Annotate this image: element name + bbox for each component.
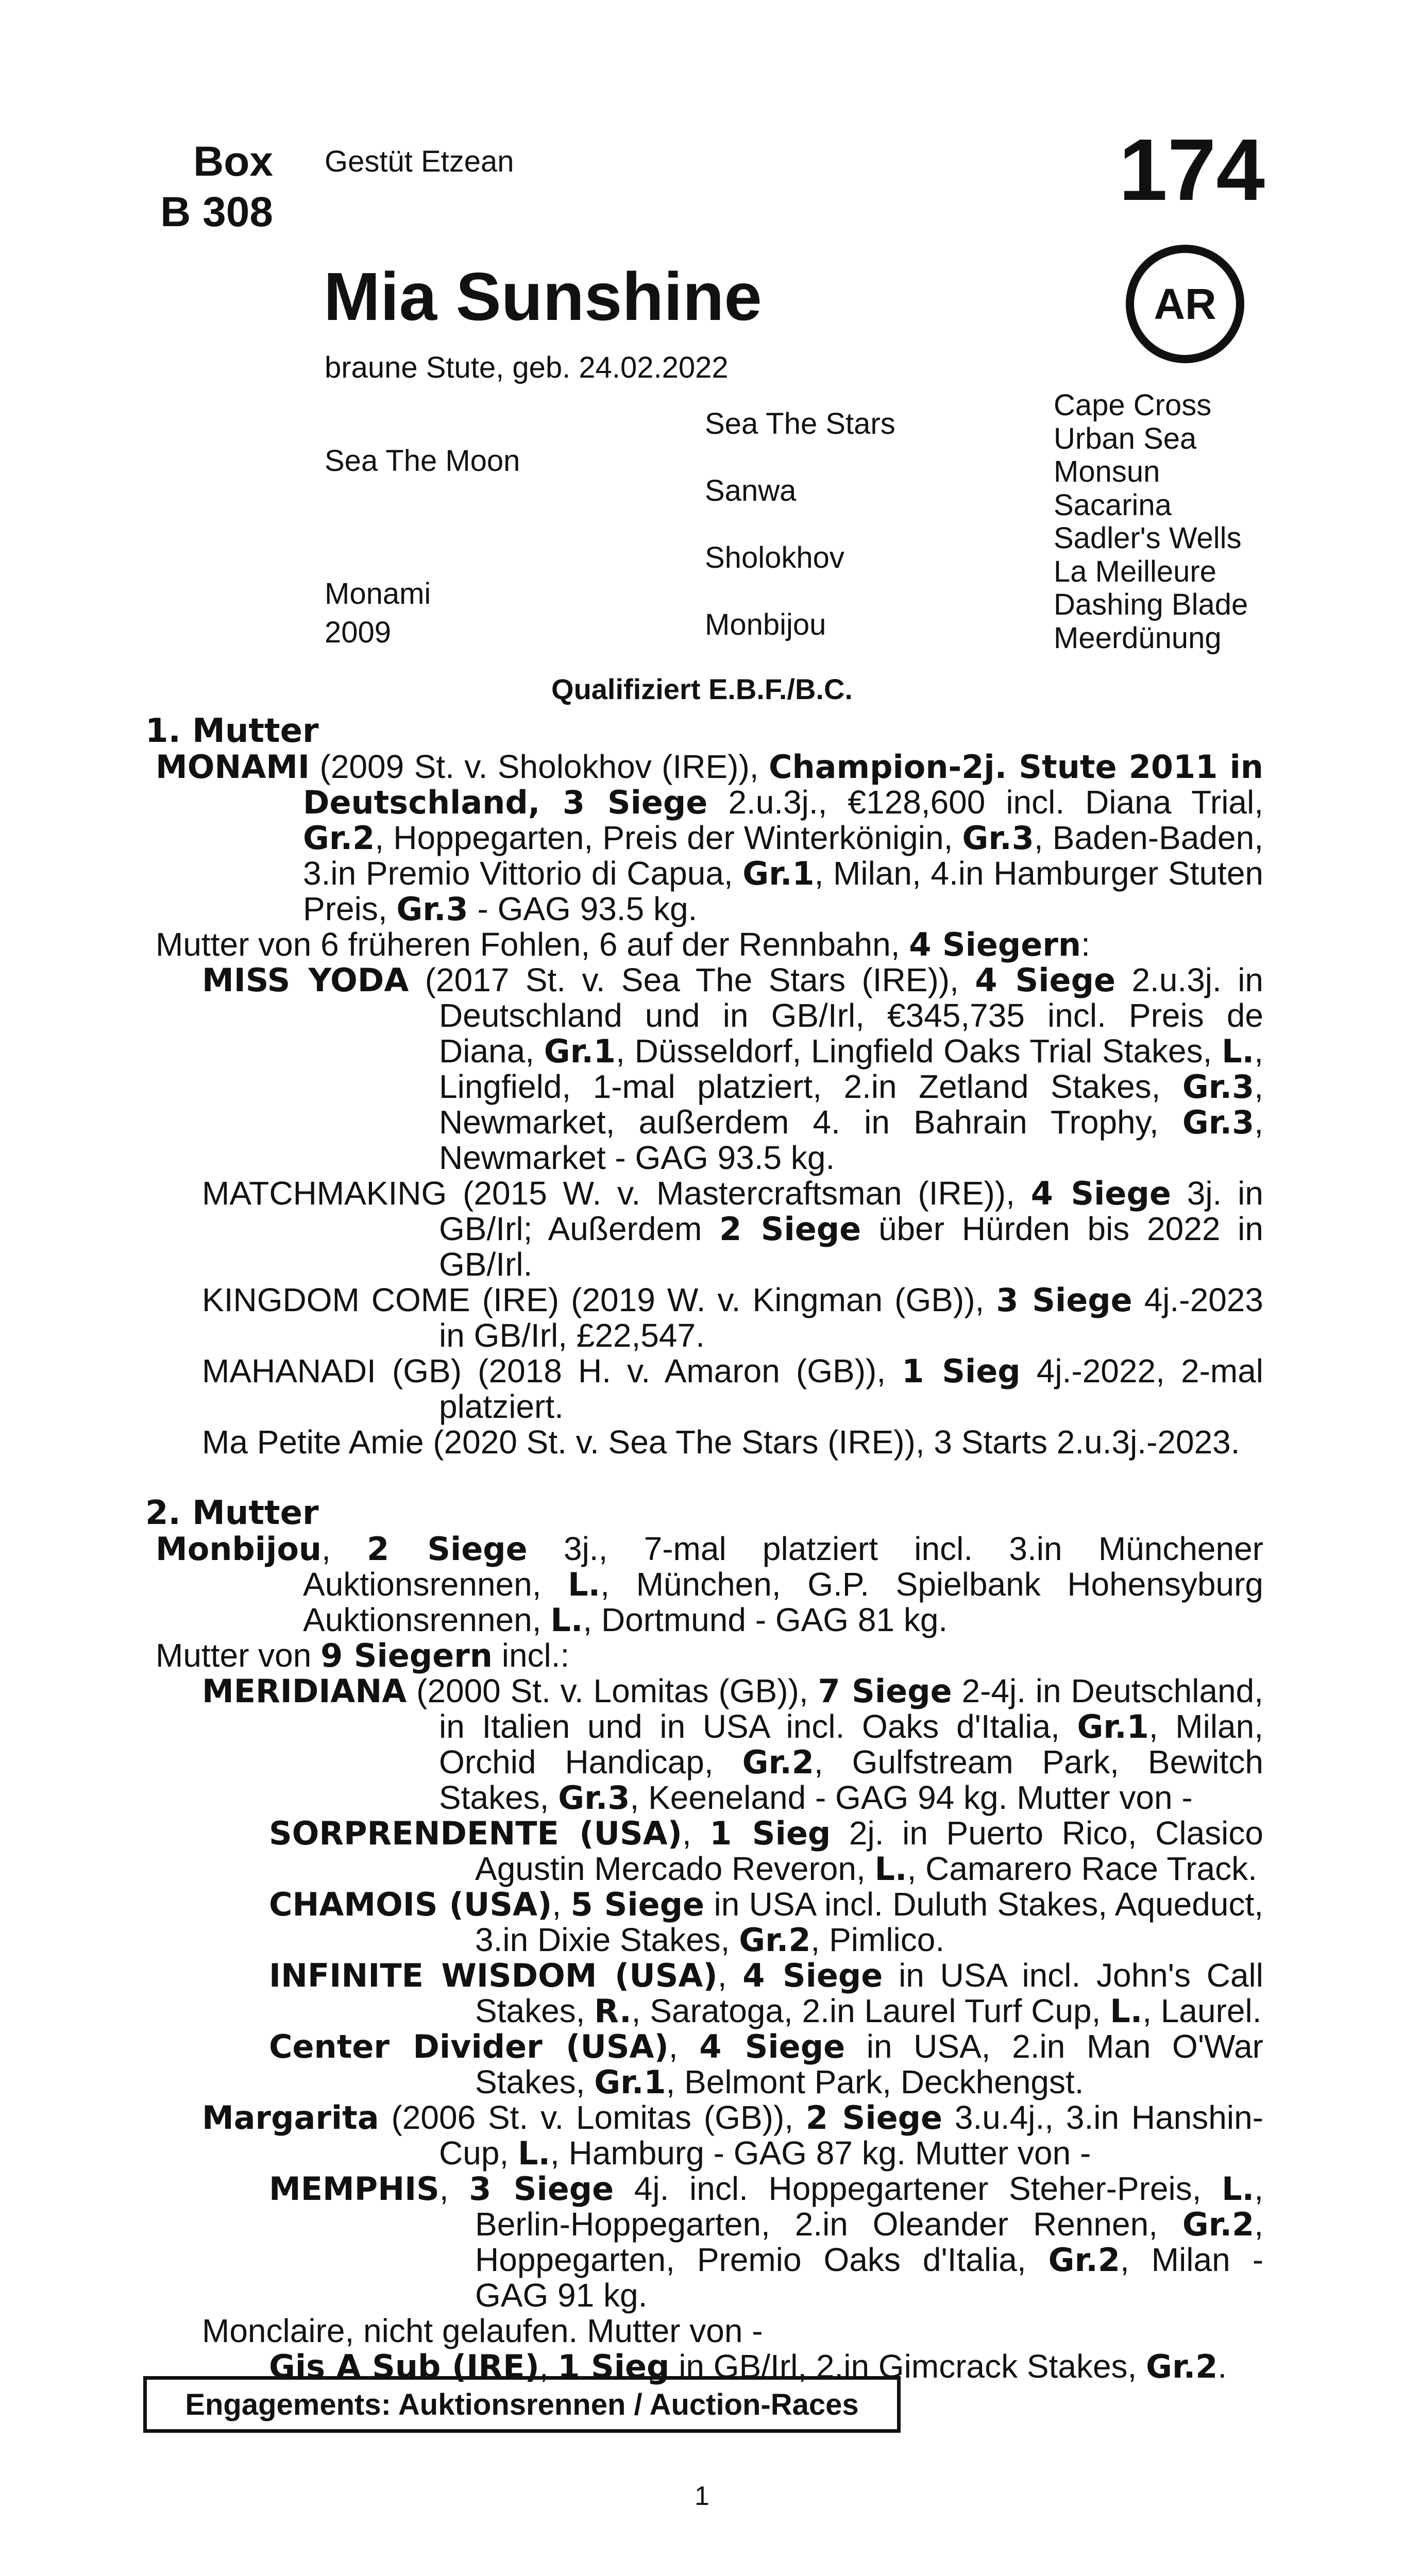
entry-text: 2j. in Puerto Rico, Clasico Agustin Mercado Reveron, — [475, 1815, 1263, 1887]
grandfoal-entry — [145, 1887, 1263, 1958]
entry-text: MAHANADI (GB) (2018 H. v. Amaron (GB)), — [202, 1352, 902, 1389]
entry-text: incl.: — [492, 1637, 570, 1674]
engagements-box — [143, 2376, 901, 2433]
race-grade: Gr.2 — [1146, 2348, 1218, 2385]
entry-text: , — [717, 1957, 743, 1994]
entry-text: Mutter von 6 früheren Fohlen, 6 auf der Rennbahn, — [156, 926, 909, 963]
race-grade: Gr.3 — [558, 1779, 630, 1817]
race-grade: L. — [1110, 1992, 1143, 2030]
entry-text: , Laurel. — [1142, 1992, 1262, 2029]
race-grade: Gr.2 — [1182, 2206, 1255, 2243]
grandfoal-entry — [145, 1958, 1263, 2029]
foal-name: INFINITE WISDOM (USA) — [269, 1957, 718, 1994]
entry-text: , Newmarket - GAG 93.5 kg. — [439, 1104, 1263, 1176]
entry-text: MATCHMAKING (2015 W. v. Mastercraftsman (IRE)), — [202, 1175, 1031, 1212]
race-grade: L. — [874, 1850, 907, 1888]
entry-text: , — [668, 2028, 700, 2065]
ar-badge-label: AR — [1154, 279, 1216, 328]
foal-entry — [145, 1282, 1263, 1353]
entry-text: 3.u.4j., 3.in Hanshin-Cup, — [439, 2099, 1263, 2172]
race-grade: Gr.2 — [742, 1743, 814, 1781]
box-number: B 308 — [160, 189, 273, 235]
entry-text: 3j. in GB/Irl; Außerdem — [439, 1175, 1263, 1247]
second-dam-produce — [145, 1638, 1263, 1673]
entry-text: über Hürden bis 2022 in GB/Irl. — [439, 1210, 1263, 1283]
entry-text: Ma Petite Amie (2020 St. v. Sea The Stars (IRE)), 3 Starts 2.u.3j.-2023. — [202, 1423, 1240, 1461]
grandfoal-entry — [145, 1816, 1263, 1887]
entry-highlight: 2 Siege — [719, 1210, 861, 1248]
entry-text: , Keeneland - GAG 94 kg. Mutter von - — [630, 1779, 1193, 1816]
second-dam-heading: 2. Mutter — [145, 1494, 319, 1532]
foal-entry — [145, 1425, 1263, 1460]
pedigree-grandparent: Sanwa — [705, 474, 797, 507]
entry-text: , Dortmund - GAG 81 kg. — [583, 1601, 948, 1638]
entry-highlight: 4 Siege — [742, 1957, 883, 1994]
pedigree-great-grandparent: Cape Cross — [1054, 388, 1212, 422]
entry-text: , Gulfstream Park, Bewitch Stakes, — [439, 1743, 1263, 1816]
race-grade: Gr.2 — [303, 819, 375, 857]
pedigree-dam: Monami — [325, 577, 431, 611]
entry-text: , Baden-Baden, 3.in Premio Vittorio di Capua, — [303, 819, 1264, 892]
foal-name: SORPRENDENTE (USA) — [269, 1815, 682, 1852]
section-gap — [145, 1460, 1263, 1496]
entry-text: , Milan - GAG 91 kg. — [475, 2241, 1264, 2314]
ar-badge — [1126, 245, 1244, 363]
race-grade: Gr.1 — [742, 855, 815, 892]
grandfoal-entry — [145, 2029, 1263, 2100]
entry-highlight: 4 Siege — [1030, 1175, 1171, 1212]
entry-text: (2009 St. v. Sholokhov (IRE)), — [310, 748, 769, 785]
entry-text: , Milan, Orchid Handicap, — [439, 1708, 1264, 1781]
foal-name: CHAMOIS (USA) — [269, 1886, 552, 1923]
entry-text: (2017 St. v. Sea The Stars (IRE)), — [409, 961, 975, 998]
foal-name: MEMPHIS — [269, 2170, 439, 2208]
horse-name: Mia Sunshine — [324, 259, 762, 334]
entry-text: , Lingfield, 1-mal platziert, 2.in Zetland Stakes, — [439, 1032, 1264, 1105]
pedigree-great-grandparent: Meerdünung — [1054, 621, 1222, 655]
foal-name: MISS YODA — [202, 961, 409, 999]
entry-text: 2.u.3j. in Deutschland und in GB/Irl, €345,735 incl. Preis de Diana, — [439, 961, 1264, 1070]
pedigree-great-grandparent: Sacarina — [1054, 488, 1172, 522]
entry-text: 3j., 7-mal platziert incl. 3.in Münchener Auktionsrennen, — [303, 1530, 1263, 1603]
entry-text: KINGDOM COME (IRE) (2019 W. v. Kingman (GB)), — [202, 1281, 996, 1318]
qualification-note: Qualifiziert E.B.F./B.C. — [551, 673, 853, 705]
entry-text: . — [1217, 2348, 1227, 2385]
entry-text: 4j. incl. Hoppegartener Steher-Preis, — [614, 2170, 1222, 2207]
box-word: Box — [193, 138, 273, 185]
dam-name: Monbijou — [156, 1530, 322, 1568]
first-dam-heading: 1. Mutter — [145, 712, 319, 750]
race-grade: R. — [594, 1992, 632, 2030]
entry-highlight: 7 Siege — [818, 1672, 952, 1710]
entry-highlight: 1 Sieg — [557, 2348, 670, 2385]
pedigree-grandparent: Sea The Stars — [705, 407, 895, 440]
pedigree-great-grandparent: Sadler's Wells — [1054, 521, 1242, 555]
entry-text: , Hoppegarten, Premio Oaks d'Italia, — [475, 2206, 1263, 2278]
foal-entry — [145, 962, 1263, 1176]
entry-text: , — [439, 2170, 469, 2207]
pedigree-great-grandparents — [1054, 389, 1248, 655]
entry-text: (2000 St. v. Lomitas (GB)), — [407, 1672, 818, 1709]
entry-text: : — [1081, 926, 1090, 963]
pedigree-grandparent: Sholokhov — [705, 541, 844, 574]
foal-entry — [145, 2100, 1263, 2171]
box-label — [129, 137, 273, 238]
race-grade: L. — [1222, 1032, 1255, 1070]
foal-name: Gis A Sub (IRE) — [269, 2348, 539, 2385]
race-grade: L. — [550, 1601, 583, 1639]
entry-text: - GAG 93.5 kg. — [468, 890, 698, 927]
entry-text: , Düsseldorf, Lingfield Oaks Trial Stakes, — [616, 1032, 1222, 1070]
entry-text: , Belmont Park, Deckhengst. — [666, 2063, 1084, 2100]
race-grade: Gr.3 — [1182, 1068, 1255, 1106]
race-grade: Gr.1 — [544, 1032, 616, 1070]
pedigree-great-grandparent: Urban Sea — [1054, 421, 1197, 455]
entry-text: 2.u.3j., €128,600 incl. Diana Trial, — [707, 784, 1264, 821]
entry-text: , Newmarket, außerdem 4. in Bahrain Trophy, — [439, 1068, 1263, 1141]
entry-text: (2006 St. v. Lomitas (GB)), — [379, 2099, 806, 2136]
race-grade: L. — [1222, 2170, 1255, 2208]
pedigree-sire: Sea The Moon — [325, 444, 520, 478]
race-grade: Gr.3 — [962, 819, 1034, 857]
entry-text: in USA, 2.in Man O'War Stakes, — [475, 2028, 1263, 2100]
pedigree-grandparent: Monbijou — [705, 608, 826, 641]
entry-text: , — [322, 1530, 367, 1567]
race-grade: Gr.3 — [1182, 1104, 1255, 1141]
entry-text: , München, G.P. Spielbank Hohensyburg Auktionsrennen, — [303, 1566, 1264, 1638]
first-dam-entry — [145, 749, 1263, 927]
foal-entry — [145, 1353, 1263, 1425]
entry-text: , Milan, 4.in Hamburger Stuten Preis, — [303, 855, 1264, 927]
breeder-name: Gestüt Etzean — [325, 145, 514, 178]
lot-number: 174 — [1119, 121, 1265, 219]
entry-text: , Camarero Race Track. — [907, 1850, 1257, 1887]
pedigree-great-grandparent: Dashing Blade — [1054, 588, 1248, 621]
race-grade: L. — [568, 1566, 601, 1603]
entry-text: in USA incl. Duluth Stakes, Aqueduct, 3.in Dixie Stakes, — [475, 1886, 1263, 1958]
pedigree-great-grandparent: Monsun — [1054, 455, 1160, 488]
race-grade: Gr.2 — [739, 1921, 811, 1959]
entry-text: 4j.-2022, 2-mal platziert. — [439, 1352, 1263, 1425]
race-grade: L. — [517, 2134, 551, 2172]
entry-text: , Berlin-Hoppegarten, 2.in Oleander Rennen, — [475, 2170, 1263, 2243]
entry-highlight: 5 Siege — [570, 1886, 705, 1923]
entry-text: 2-4j. in Deutschland, in Italien und in USA incl. Oaks d'Italia, — [439, 1672, 1263, 1745]
race-grade: Gr.3 — [396, 890, 468, 928]
entry-text: 4j.-2023 in GB/Irl, £22,547. — [439, 1281, 1263, 1354]
horse-description: braune Stute, geb. 24.02.2022 — [325, 351, 729, 384]
foal-name: MERIDIANA — [202, 1672, 407, 1710]
entry-highlight: 1 Sieg — [902, 1352, 1021, 1390]
pedigree-great-grandparent: La Meilleure — [1054, 554, 1216, 588]
grandfoal-entry — [145, 2171, 1263, 2313]
dam-name: MONAMI — [156, 748, 310, 786]
entry-text: in USA incl. John's Call Stakes, — [475, 1957, 1263, 2029]
entry-text: Mutter von — [156, 1637, 321, 1674]
entry-text: , Pimlico. — [810, 1921, 945, 1958]
entry-text: , — [552, 1886, 571, 1923]
first-dam-produce — [145, 927, 1263, 962]
engagements-label: Engagements: Auktionsrennen / Auction-Races — [185, 2387, 859, 2421]
entry-highlight: 2 Siege — [805, 2099, 943, 2137]
entry-highlight: 1 Sieg — [709, 1815, 831, 1852]
entry-highlight: 4 Siege — [975, 961, 1116, 999]
entry-highlight: 3 Siege — [469, 2170, 614, 2208]
race-grade: Gr.1 — [1077, 1708, 1149, 1745]
entry-highlight: 2 Siege — [367, 1530, 528, 1568]
race-grade: Gr.2 — [1048, 2241, 1120, 2279]
entry-highlight: Champion-2j. Stute 2011 in Deutschland, 3 Siege — [303, 748, 1263, 821]
race-grade: Gr.1 — [594, 2063, 666, 2101]
entry-text: , Hamburg - GAG 87 kg. Mutter von - — [550, 2134, 1091, 2172]
entry-text: in GB/Irl, 2.in Gimcrack Stakes, — [669, 2348, 1146, 2385]
page-number: 1 — [695, 2481, 709, 2511]
foal-name: Center Divider (USA) — [269, 2028, 669, 2065]
entry-highlight: 3 Siege — [996, 1281, 1132, 1319]
entry-text: , Hoppegarten, Preis der Winterkönigin, — [375, 819, 962, 856]
foal-entry: Monclaire, nicht gelaufen. Mutter von - — [202, 2312, 763, 2349]
entry-highlight: 4 Siege — [699, 2028, 845, 2065]
foal-entry — [145, 1673, 1263, 1816]
entry-text: , — [682, 1815, 710, 1852]
entry-text: , Saratoga, 2.in Laurel Turf Cup, — [631, 1992, 1110, 2029]
foal-name: Margarita — [202, 2099, 379, 2137]
pedigree-dam-year: 2009 — [325, 616, 392, 649]
entry-text: , — [539, 2348, 558, 2385]
entry-highlight: 4 Siegern — [909, 926, 1081, 963]
entry-highlight: 9 Siegern — [320, 1637, 493, 1674]
foal-entry — [145, 1176, 1263, 1282]
second-dam-entry — [145, 1531, 1263, 1638]
dam-lines — [145, 714, 1263, 2384]
